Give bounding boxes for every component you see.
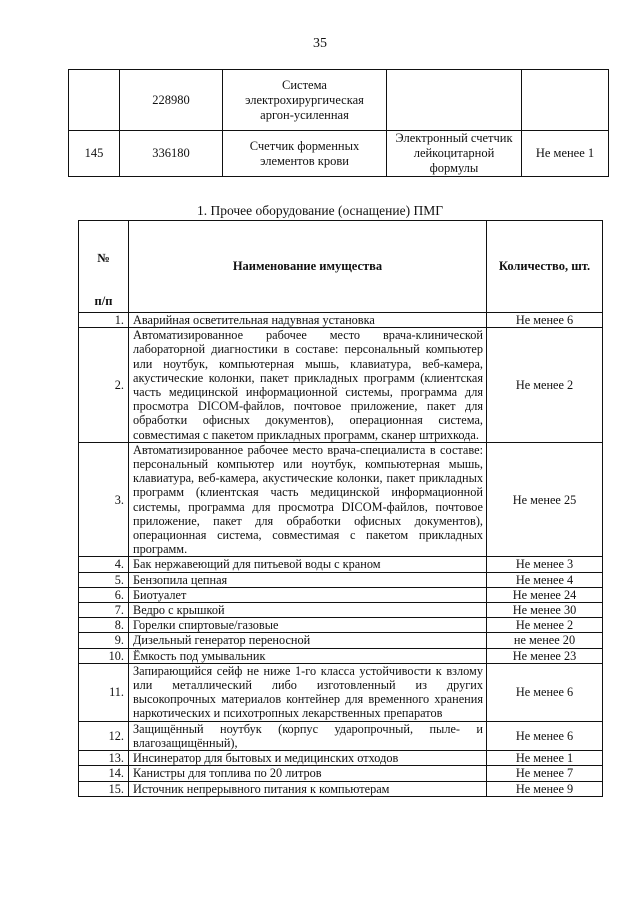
table-row [69,131,609,177]
cell-num [69,70,120,131]
cell-name: Горелки спиртовые/газовые [129,618,487,633]
cell-qty: Не менее 6 [487,721,603,750]
cell-num: 11. [79,663,129,721]
cell-name: Автоматизированное рабочее место врача-клинической лабораторной диагностики в составе: персональный компьютер или ноутбук, компьютерная мышь, клавиатура, веб-камера, акустические колонки, пакет прикладных программ (клиентская часть медицинской информационной системы, программа для просмотра DICOM-файлов, почтовое приложение, пакет для обработки офисных документов), операционная система, совместимая с пакетом прикладных программ, сканер штрихкода. [129,328,487,443]
cell-name: Инсинератор для бытовых и медицинских отходов [129,751,487,766]
table-row [79,313,603,328]
header-number-symbol: № [97,251,110,265]
cell-name: Биотуалет [129,587,487,602]
cell-code: 228980 [120,70,223,131]
cell-name: Ведро с крышкой [129,603,487,618]
cell-qty: Не менее 25 [487,442,603,557]
table-row [79,766,603,781]
table-row [79,572,603,587]
equipment-table [78,220,603,797]
header-quantity: Количество, шт. [487,221,603,313]
cell-num: 8. [79,618,129,633]
cell-num: 9. [79,633,129,648]
cell-analog: Электронный счетчик лейкоцитарной формулы [387,131,522,177]
cell-code: 336180 [120,131,223,177]
table-row [79,587,603,602]
section-title: 1. Прочее оборудование (оснащение) ПМГ [196,203,444,218]
cell-num: 14. [79,766,129,781]
cell-num: 7. [79,603,129,618]
table-row [79,663,603,721]
table-row [79,442,603,557]
header-name: Наименование имущества [129,221,487,313]
cell-qty: Не менее 1 [522,131,609,177]
cell-name: Автоматизированное рабочее место врача-специалиста в составе: персональный компьютер или ноутбук, компьютерная мышь, клавиатура, веб-камера, акустические колонки, пакет прикладных программ (клиентская часть медицинской информационной системы, программа для просмотра DICOM-файлов, почтовое приложение, пакет для обработки офисных документов), операционная система, совместимая с пакетом прикладных программ. [129,442,487,557]
table-row [79,633,603,648]
cell-num: 12. [79,721,129,750]
cell-num: 15. [79,781,129,796]
cell-qty: Не менее 7 [487,766,603,781]
cell-name: Защищённый ноутбук (корпус ударопрочный, пыле- и влагозащищённый), [129,721,487,750]
table-row [79,618,603,633]
table-row [79,557,603,572]
cell-num: 2. [79,328,129,443]
table-header-row [79,221,603,313]
cell-name: Ёмкость под умывальник [129,648,487,663]
table-row [69,70,609,131]
cell-qty: Не менее 4 [487,572,603,587]
cell-qty: Не менее 3 [487,557,603,572]
cell-name: Счетчик форменных элементов крови [223,131,387,177]
cell-name: Бак нержавеющий для питьевой воды с краном [129,557,487,572]
cell-analog [387,70,522,131]
cell-qty: Не менее 24 [487,587,603,602]
cell-num: 4. [79,557,129,572]
cell-name: Аварийная осветительная надувная установка [129,313,487,328]
table-row [79,721,603,750]
cell-name: Запирающийся сейф не ниже 1-го класса устойчивости к взлому или металлический либо изготовленный из других высокопрочных материалов контейнер для временного хранения наркотических и психотропных лекарственных препаратов [129,663,487,721]
table-row [79,603,603,618]
table-row [79,328,603,443]
cell-num: 1. [79,313,129,328]
cell-qty [522,70,609,131]
continuation-table [68,69,609,177]
cell-num: 10. [79,648,129,663]
cell-qty: Не менее 30 [487,603,603,618]
cell-qty: Не менее 6 [487,313,603,328]
equipment-table-body [79,313,603,797]
cell-name: Бензопила цепная [129,572,487,587]
cell-num: 3. [79,442,129,557]
table-row [79,781,603,796]
cell-qty: Не менее 6 [487,663,603,721]
cell-name: Источник непрерывного питания к компьютерам [129,781,487,796]
cell-num: 145 [69,131,120,177]
cell-qty: Не менее 23 [487,648,603,663]
header-number-sub: п/п [94,294,113,308]
table-row [79,751,603,766]
table-row [79,648,603,663]
header-number [79,221,129,313]
cell-name: Канистры для топлива по 20 литров [129,766,487,781]
page-number: 35 [313,36,327,51]
cell-num: 13. [79,751,129,766]
cell-num: 6. [79,587,129,602]
cell-qty: Не менее 2 [487,618,603,633]
cell-name: Система электрохирургическая аргон-усиленная [223,70,387,131]
cell-name: Дизельный генератор переносной [129,633,487,648]
cell-qty: Не менее 2 [487,328,603,443]
cell-qty: Не менее 1 [487,751,603,766]
cell-qty: Не менее 9 [487,781,603,796]
cell-qty: не менее 20 [487,633,603,648]
cell-num: 5. [79,572,129,587]
